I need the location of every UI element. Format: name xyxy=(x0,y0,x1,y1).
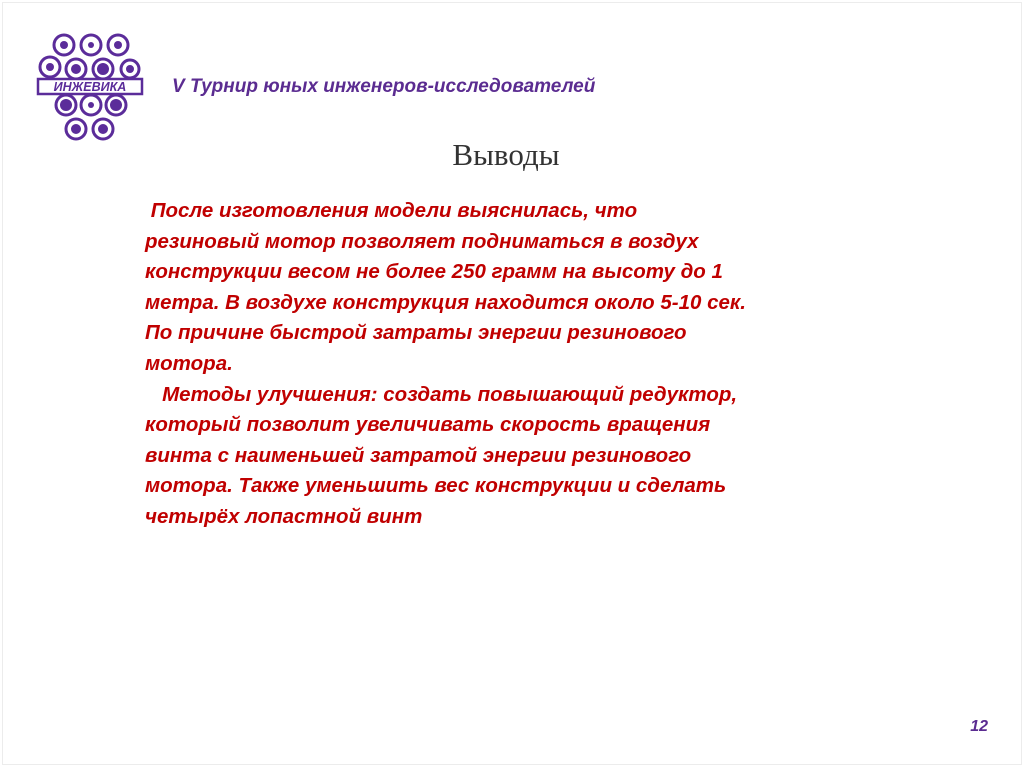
inzhevika-logo xyxy=(36,33,144,143)
slide-title-text: Выводы xyxy=(452,137,560,172)
page-number: 12 xyxy=(970,718,988,735)
text-line: винта с наименьшей затратой энергии резинового xyxy=(145,443,692,467)
text-line: четырёх лопастной винт xyxy=(145,504,423,528)
text-line: мотора. Также уменьшить вес конструкции и сделать xyxy=(145,474,727,498)
event-subtitle: V Турнир юных инженеров-исследователей xyxy=(172,76,596,97)
text-line: После изготовления модели выяснилась, что xyxy=(145,199,638,222)
text-line: резиновый мотор позволяет подниматься в воздух xyxy=(145,229,699,253)
slide-title xyxy=(0,137,1024,173)
text-line: мотора. xyxy=(145,351,233,375)
conclusions-text xyxy=(145,196,746,533)
text-line: который позволит увеличивать скорость вращения xyxy=(145,413,711,437)
text-line: Методы улучшения: создать повышающий редуктор, xyxy=(145,382,738,406)
text-line: конструкции весом не более 250 грамм на высоту до 1 xyxy=(145,260,723,284)
text-line: метра. В воздухе конструкция находится около 5-10 сек. xyxy=(145,290,747,314)
text-line: По причине быстрой затраты энергии резинового xyxy=(145,321,687,345)
logo-text: ИНЖЕВИКА xyxy=(53,80,127,94)
